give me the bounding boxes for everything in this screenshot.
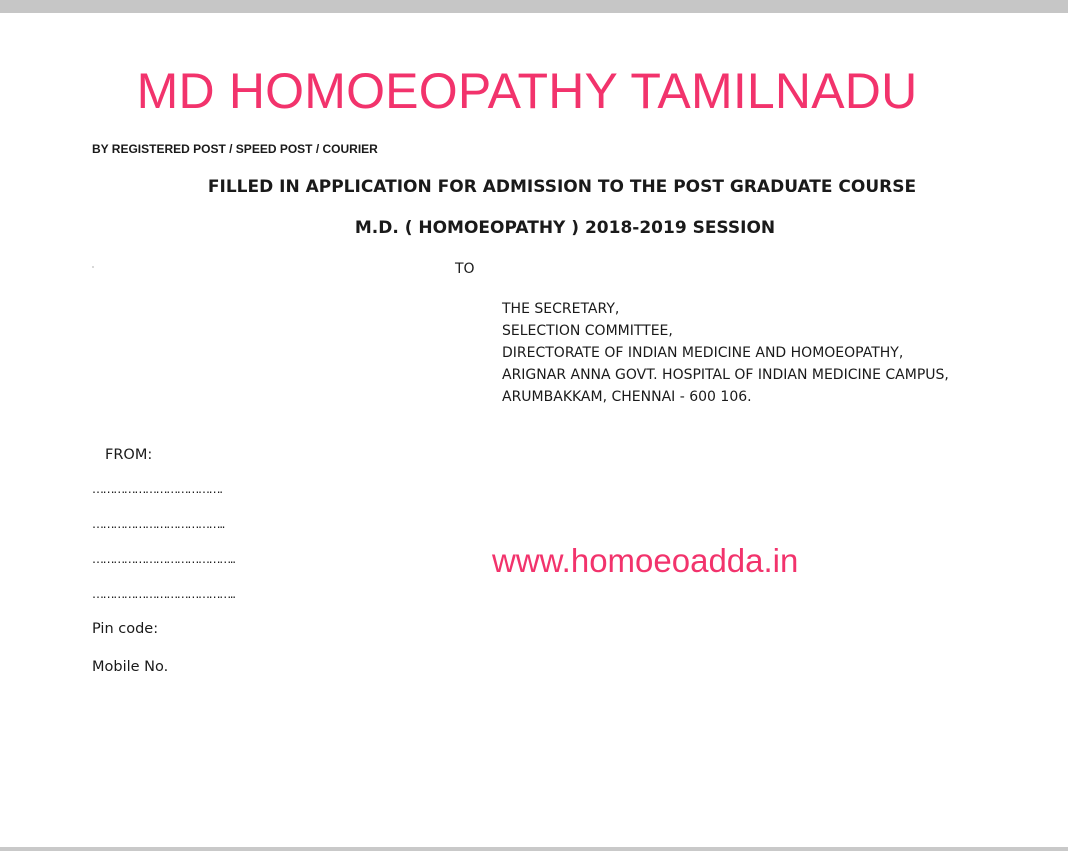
watermark-title: MD HOMOEOPATHY TAMILNADU (136, 63, 918, 119)
sender-blank-line: ………………………………….. (92, 552, 235, 566)
watermark-url: www.homoeoadda.in (492, 542, 799, 579)
session-heading: M.D. ( HOMOEOPATHY ) 2018-2019 SESSION (354, 218, 776, 238)
pin-code-label: Pin code: (92, 621, 159, 637)
top-border-bar (0, 0, 1068, 13)
sender-blank-line: ………………………………….. (92, 587, 235, 601)
mobile-number-label: Mobile No. (92, 659, 169, 675)
to-label: TO (455, 261, 475, 277)
bottom-border-bar (0, 847, 1068, 851)
speck-mark (92, 266, 94, 268)
address-line: ARUMBAKKAM, CHENNAI - 600 106. (502, 389, 752, 405)
post-method-line: BY REGISTERED POST / SPEED POST / COURIER (92, 142, 378, 156)
address-line: DIRECTORATE OF INDIAN MEDICINE AND HOMOEOPATHY, (502, 345, 904, 361)
address-line: ARIGNAR ANNA GOVT. HOSPITAL OF INDIAN MEDICINE CAMPUS, (502, 367, 949, 383)
application-heading: FILLED IN APPLICATION FOR ADMISSION TO THE POST GRADUATE COURSE (207, 177, 917, 197)
recipient-address (502, 298, 949, 408)
from-label: FROM: (105, 447, 153, 463)
address-line: THE SECRETARY, (502, 301, 620, 317)
sender-blank-line: ………………………………. (92, 482, 222, 496)
address-line: SELECTION COMMITTEE, (502, 323, 673, 339)
sender-blank-line: ……………………………….. (92, 517, 225, 531)
